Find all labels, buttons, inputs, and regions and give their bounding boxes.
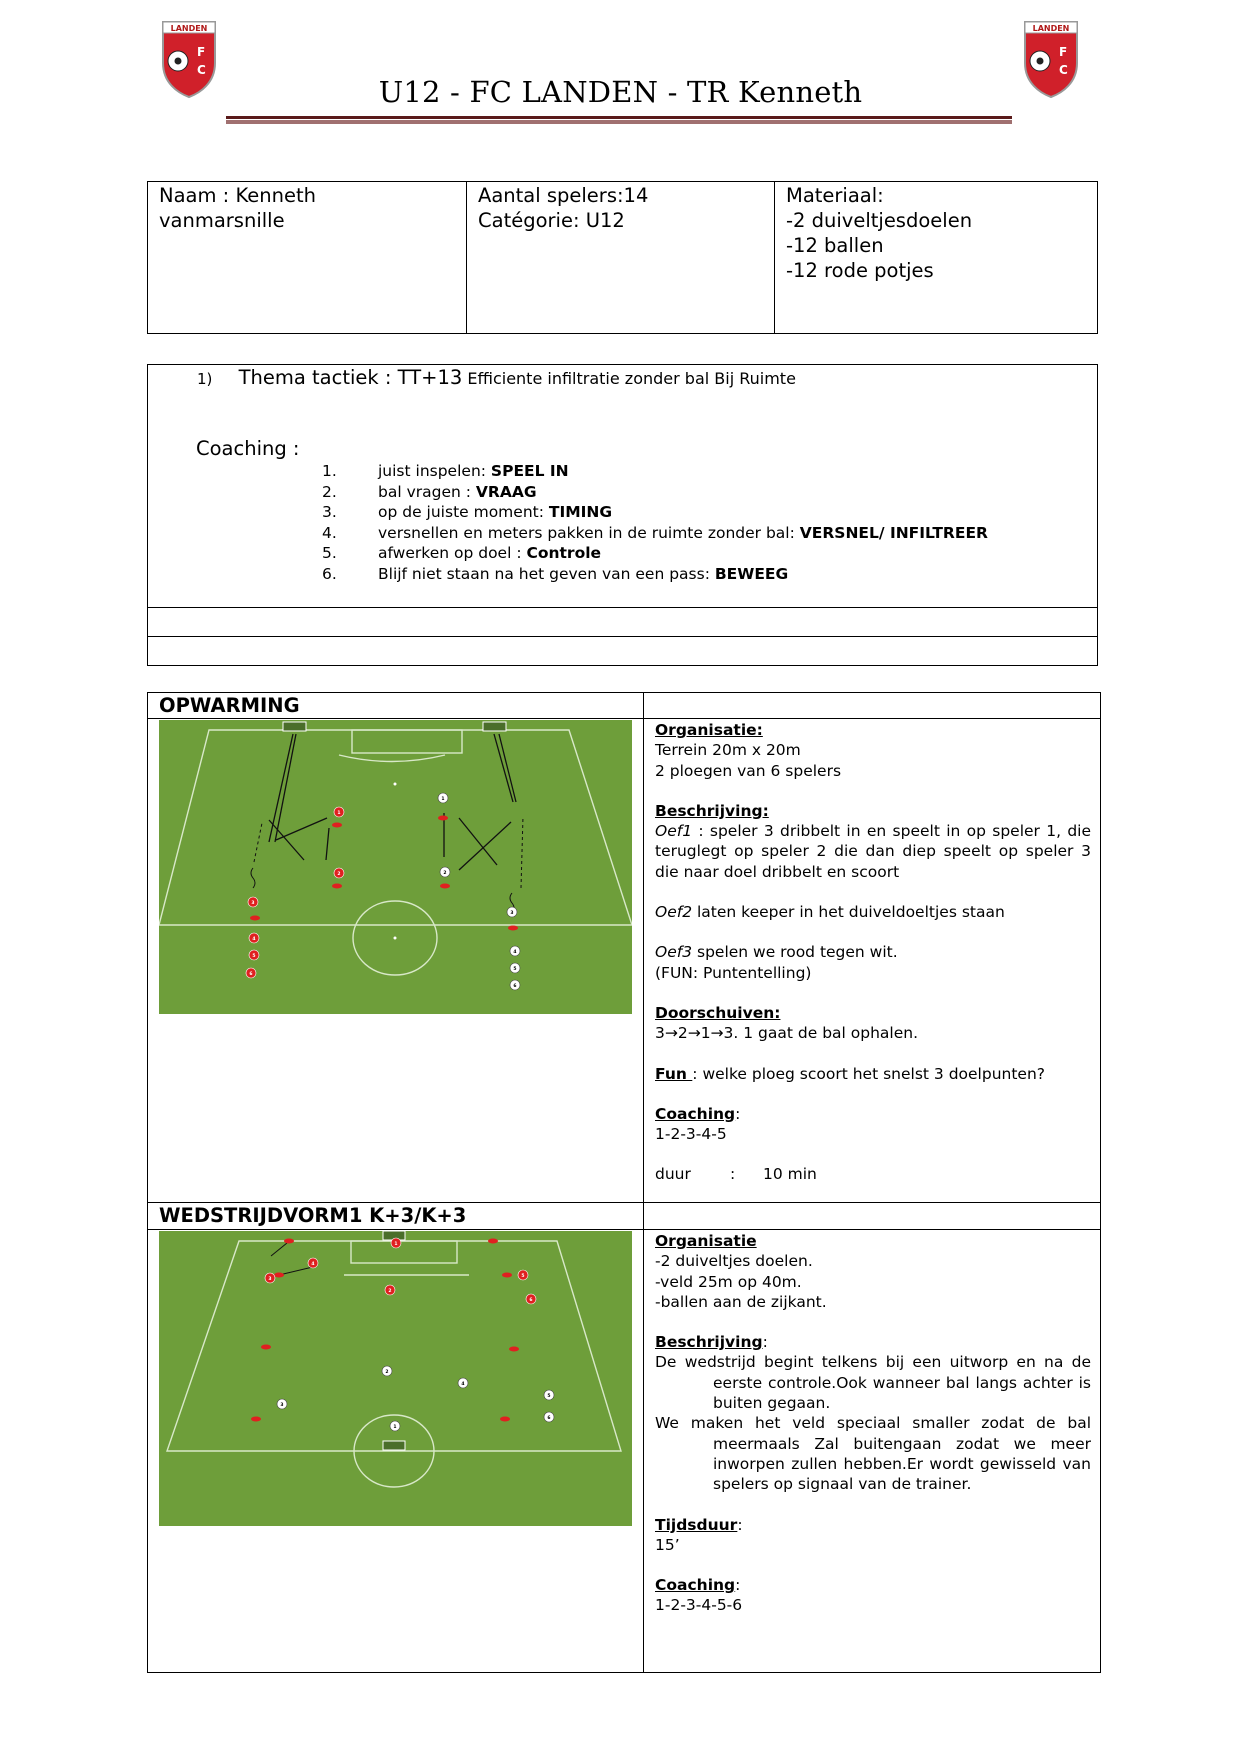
white-player-label: 6 [513,984,517,989]
red-player-label: 4 [252,937,256,942]
opwarming-heading: OPWARMING [159,694,300,717]
wedstrijdvorm-field-diagram [159,1231,632,1526]
white-player-label: 3 [510,911,514,916]
list-item: 5. afwerken op doel : Controle [322,544,602,562]
white-player-label: 2 [385,1370,389,1375]
page-title: U12 - FC LANDEN - TR Kenneth [378,75,863,109]
white-player-label: 1 [393,1425,397,1430]
white-player-label: 3 [280,1403,284,1408]
logo-text-top: LANDEN [170,24,208,33]
red-player-label: 5 [521,1274,525,1279]
red-player-label: 4 [311,1262,315,1267]
red-player-label: 6 [529,1298,533,1303]
list-item: 4. versnellen en meters pakken in de ruimte zonder bal: VERSNEL/ INFILTREER [322,523,988,542]
list-item: 3. op de juiste moment: TIMING [322,503,613,521]
red-player-label: 1 [394,1242,398,1247]
svg-text:F: F [1059,45,1068,59]
wedstrijdvorm-heading: WEDSTRIJDVORM1 K+3/K+3 [159,1204,467,1227]
info-materiaal: Materiaal: -2 duiveltjesdoelen -12 ballen -12 rode potjes [786,184,973,282]
title-rule-shadow [226,120,1012,124]
title-rule [226,116,1012,119]
white-player-label: 6 [547,1416,551,1421]
white-player-label: 4 [513,950,517,955]
red-player-label: 3 [268,1277,272,1282]
opwarming-description: Organisatie: Terrein 20m x 20m 2 ploegen van 6 spelers Beschrijving: Oef1 : speler 3 dribbelt in en speelt in op speler 1, die teruglegt op speler 2 die dan diep speelt op speler 3 die naar doel dribbelt en scoort Oef2 laten keeper in het duiveldoeltjes staan Oef3 spelen we rood tegen wit. (FUN: Puntentelling) Doorschuiven: 3→2→1→3. 1 gaat de bal ophalen. Fun : welke ploeg scoort het snelst 3 doelpunten? Coaching: 1-2-3-4-5 duur : 10 min [655,721,1091,1184]
svg-text:C: C [1059,63,1068,77]
white-player-label: 5 [513,967,517,972]
list-item: 2. bal vragen : VRAAG [322,482,537,501]
coaching-list [322,462,1082,585]
svg-text:F: F [197,45,206,59]
white-player-label: 2 [443,871,447,876]
svg-text:C: C [197,63,206,77]
white-player-label: 1 [441,797,445,802]
red-player-label: 6 [249,972,253,977]
coaching-label: Coaching : [196,437,300,460]
red-player-label: 2 [388,1289,392,1294]
list-item: 1. juist inspelen: SPEEL IN [322,462,569,480]
goal-left [283,722,306,731]
list-item: 6. Blijf niet staan na het geven van een pass: BEWEEG [322,564,789,583]
svg-text:LANDEN: LANDEN [1032,24,1070,33]
red-player-label: 1 [337,811,341,816]
info-naam: Naam : Kenneth vanmarsnille [159,184,316,232]
goal-right [483,722,506,731]
info-spelers: Aantal spelers:14 Catégorie: U12 [478,184,649,232]
opwarming-field-diagram [159,720,632,1014]
red-player-label: 5 [252,954,256,959]
white-player-label: 5 [547,1394,551,1399]
red-player-label: 2 [337,872,341,877]
goal-bottom [383,1441,405,1450]
theme-line: 1) Thema tactiek : TT+13 Efficiente infiltratie zonder bal Bij Ruimte [197,366,796,389]
white-player-label: 4 [461,1382,465,1387]
red-player-label: 3 [251,901,255,906]
wedstrijdvorm-description: Organisatie -2 duiveltjes doelen. -veld 25m op 40m. -ballen aan de zijkant. Beschrijving: De wedstrijd begint telkens bij een uitworp en na de eerste controle.Ook wanneer bal langs achter is buiten gegaan. We maken het veld speciaal smaller zodat de bal meermaals Zal buitengaan zodat we meer inworpen zullen hebben.Er wordt gewisseld van spelers op signaal van de trainer. Tijdsduur: 15’ Coaching: 1-2-3-4-5-6 [655,1232,1091,1615]
